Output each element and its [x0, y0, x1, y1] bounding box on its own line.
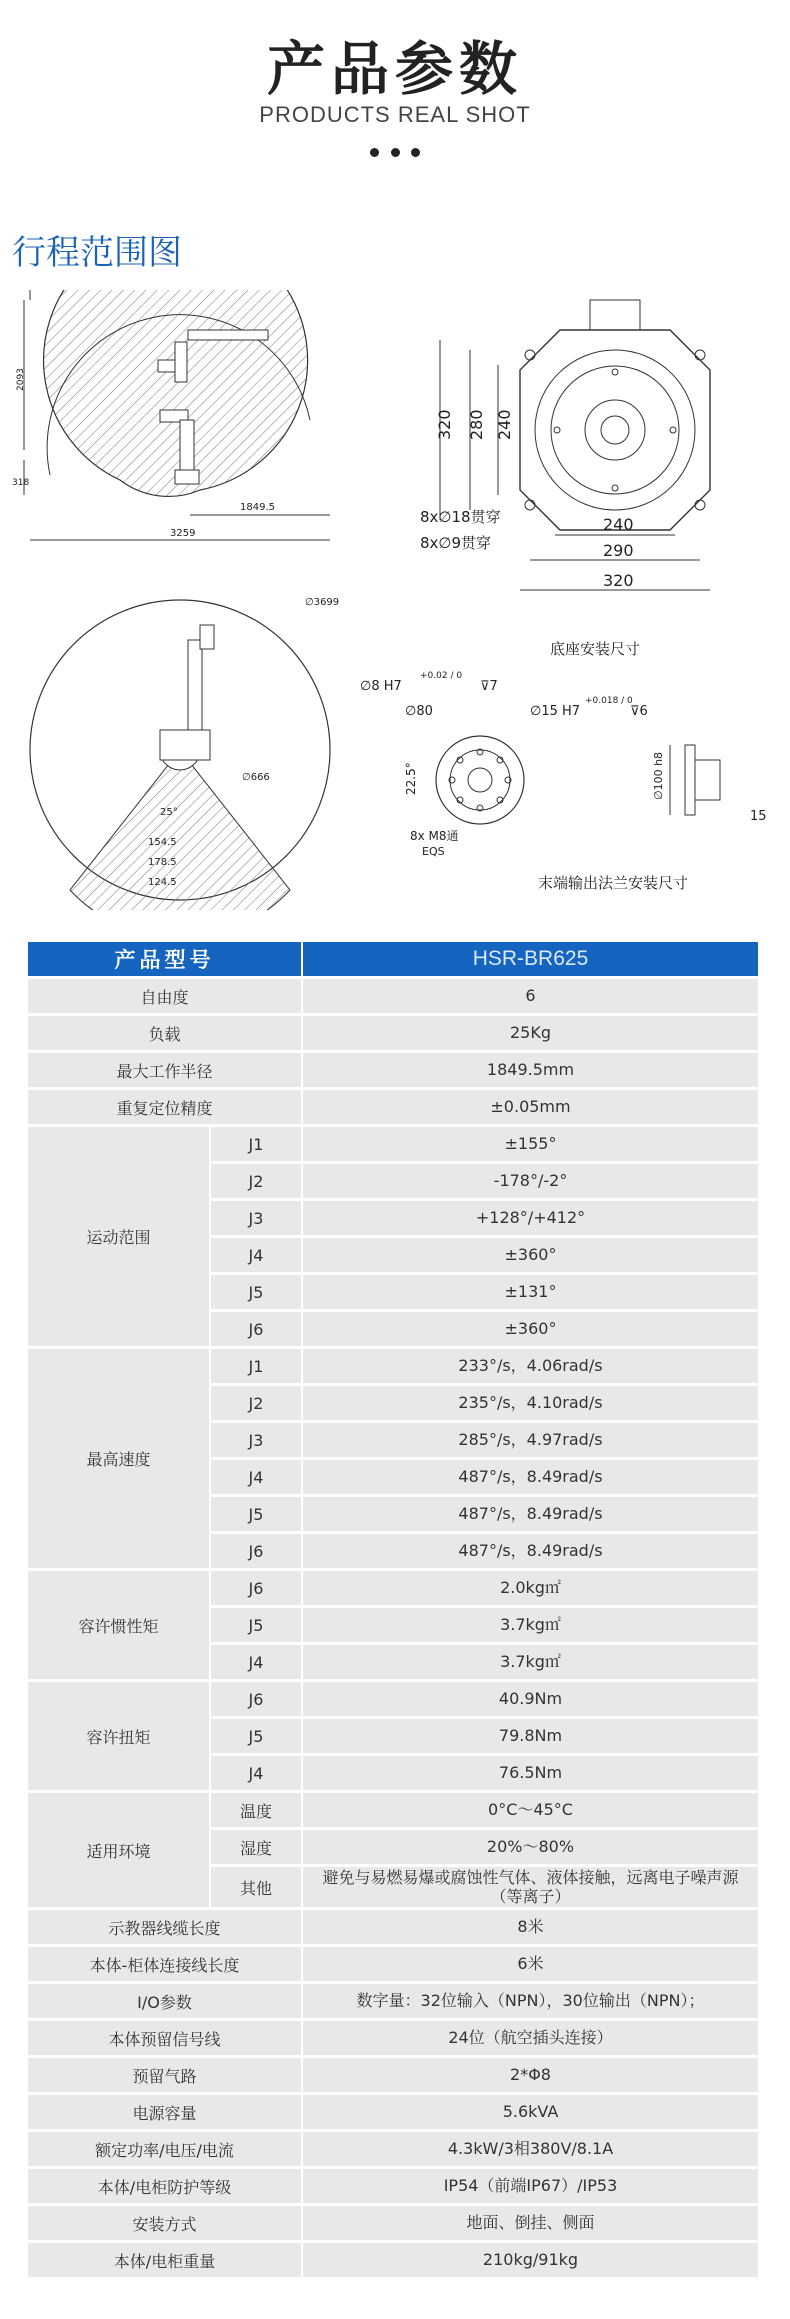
row-value: 避免与易燃易爆或腐蚀性气体、液体接触，远离电子噪声源（等离子）	[303, 1867, 758, 1907]
sub-label: J3	[211, 1423, 301, 1457]
sub-label: J2	[211, 1164, 301, 1198]
svg-text:1849.5: 1849.5	[240, 502, 275, 513]
row-label: 自由度	[28, 979, 301, 1013]
row-value: IP54（前端IP67）/IP53	[303, 2169, 758, 2203]
table-group	[28, 1793, 758, 1907]
table-row	[211, 1275, 758, 1309]
row-value: 25Kg	[303, 1016, 758, 1050]
sub-label: J1	[211, 1127, 301, 1161]
base-mount-drawing	[420, 290, 750, 620]
svg-text:∅100 h8: ∅100 h8	[652, 751, 665, 800]
row-value: 3.7kg㎡	[303, 1645, 758, 1679]
table-row	[211, 1830, 758, 1864]
row-label: 额定功率/电压/电流	[28, 2132, 301, 2166]
svg-text:∅8 H7: ∅8 H7	[360, 679, 402, 694]
svg-text:320: 320	[603, 571, 634, 590]
row-value: 3.7kg㎡	[303, 1608, 758, 1642]
group-label: 适用环境	[28, 1793, 209, 1907]
row-value: +128°/+412°	[303, 1201, 758, 1235]
row-value: 2.0kg㎡	[303, 1571, 758, 1605]
table-head-row	[28, 942, 758, 976]
table-row	[28, 2095, 758, 2129]
row-value: 24位（航空插头连接）	[303, 2021, 758, 2055]
table-row	[211, 1349, 758, 1383]
row-value: 76.5Nm	[303, 1756, 758, 1790]
svg-text:8x∅18贯穿: 8x∅18贯穿	[420, 508, 501, 526]
sub-label: J3	[211, 1201, 301, 1235]
table-row	[28, 1053, 758, 1087]
decorative-dots	[370, 148, 420, 160]
group-label: 最高速度	[28, 1349, 209, 1568]
table-group	[28, 1127, 758, 1346]
table-row	[211, 1238, 758, 1272]
sub-label: J4	[211, 1645, 301, 1679]
table-row	[28, 2206, 758, 2240]
row-value: 0°C～45°C	[303, 1793, 758, 1827]
technical-drawings	[0, 290, 790, 930]
flange-drawing	[360, 670, 780, 870]
table-row	[211, 1793, 758, 1827]
group-label: 运动范围	[28, 1127, 209, 1346]
table-row	[28, 2169, 758, 2203]
row-label: 预留气路	[28, 2058, 301, 2092]
row-value: 8米	[303, 1910, 758, 1944]
row-value: 5.6kVA	[303, 2095, 758, 2129]
svg-text:154.5: 154.5	[148, 837, 177, 848]
row-value: 地面、倒挂、侧面	[303, 2206, 758, 2240]
svg-text:8x∅9贯穿: 8x∅9贯穿	[420, 534, 492, 552]
row-label: 电源容量	[28, 2095, 301, 2129]
svg-text:178.5: 178.5	[148, 857, 177, 868]
svg-text:⊽7: ⊽7	[480, 679, 498, 694]
table-row	[28, 2243, 758, 2277]
row-value: 79.8Nm	[303, 1719, 758, 1753]
base-caption: 底座安装尺寸	[550, 640, 641, 658]
sub-label: J6	[211, 1534, 301, 1568]
row-value: 487°/s，8.49rad/s	[303, 1497, 758, 1531]
sub-label: J1	[211, 1349, 301, 1383]
row-value: ±155°	[303, 1127, 758, 1161]
row-value: ±0.05mm	[303, 1090, 758, 1124]
svg-text:⊽6: ⊽6	[630, 704, 648, 719]
row-value: 6	[303, 979, 758, 1013]
svg-text:124.5: 124.5	[148, 877, 177, 888]
group-label: 容许惯性矩	[28, 1571, 209, 1679]
table-row	[28, 1090, 758, 1124]
table-row	[28, 2058, 758, 2092]
page-subtitle: PRODUCTS REAL SHOT	[259, 102, 531, 127]
table-group	[28, 1571, 758, 1679]
sub-label: J5	[211, 1608, 301, 1642]
svg-text:318: 318	[12, 478, 30, 488]
sub-label: J5	[211, 1719, 301, 1753]
table-row	[211, 1460, 758, 1494]
table-row	[211, 1127, 758, 1161]
table-row	[211, 1867, 758, 1907]
table-group	[28, 1349, 758, 1568]
row-label: 最大工作半径	[28, 1053, 301, 1087]
group-label: 容许扭矩	[28, 1682, 209, 1790]
svg-text:+0.018 / 0: +0.018 / 0	[585, 696, 633, 706]
svg-text:240: 240	[603, 515, 634, 534]
model-value: HSR-BR625	[303, 942, 758, 976]
svg-text:15: 15	[750, 809, 767, 824]
row-value: 2*Φ8	[303, 2058, 758, 2092]
svg-text:280: 280	[467, 409, 486, 440]
sub-label: J6	[211, 1682, 301, 1716]
table-row	[211, 1608, 758, 1642]
table-row	[28, 1984, 758, 2018]
sub-label: 温度	[211, 1793, 301, 1827]
svg-text:3259: 3259	[170, 528, 196, 539]
sub-label: 湿度	[211, 1830, 301, 1864]
sub-label: J4	[211, 1460, 301, 1494]
sub-label: J6	[211, 1571, 301, 1605]
row-value: 285°/s，4.97rad/s	[303, 1423, 758, 1457]
table-row	[28, 2021, 758, 2055]
table-row	[211, 1756, 758, 1790]
svg-text:25°: 25°	[160, 807, 178, 818]
spec-table	[28, 942, 758, 2280]
table-row	[211, 1423, 758, 1457]
sub-label: J5	[211, 1497, 301, 1531]
page-header	[0, 0, 790, 190]
row-value: 487°/s，8.49rad/s	[303, 1460, 758, 1494]
model-label: 产品型号	[28, 942, 301, 976]
table-row	[211, 1682, 758, 1716]
row-label: 负载	[28, 1016, 301, 1050]
flange-caption: 末端输出法兰安装尺寸	[538, 874, 689, 892]
table-row	[28, 1016, 758, 1050]
row-value: -178°/-2°	[303, 1164, 758, 1198]
side-range-drawing	[10, 290, 350, 570]
sub-label: J4	[211, 1238, 301, 1272]
svg-text:2093: 2093	[16, 368, 26, 391]
table-row	[211, 1571, 758, 1605]
row-value: 数字量：32位输入（NPN），30位输出（NPN）；	[303, 1984, 758, 2018]
row-value: 20%～80%	[303, 1830, 758, 1864]
row-value: 210kg/91kg	[303, 2243, 758, 2277]
row-value: ±360°	[303, 1312, 758, 1346]
table-row	[28, 1947, 758, 1981]
row-label: 本体预留信号线	[28, 2021, 301, 2055]
section-title: 行程范围图	[12, 233, 182, 273]
table-row	[28, 1910, 758, 1944]
table-row	[211, 1719, 758, 1753]
sub-label: J6	[211, 1312, 301, 1346]
sub-label: J5	[211, 1275, 301, 1309]
svg-text:+0.02 / 0: +0.02 / 0	[420, 671, 463, 681]
table-row	[28, 2132, 758, 2166]
table-row	[211, 1201, 758, 1235]
table-row	[28, 979, 758, 1013]
row-value: 235°/s，4.10rad/s	[303, 1386, 758, 1420]
svg-text:320: 320	[435, 409, 454, 440]
row-value: 1849.5mm	[303, 1053, 758, 1087]
row-label: 本体/电柜防护等级	[28, 2169, 301, 2203]
svg-text:∅15 H7: ∅15 H7	[530, 704, 581, 719]
sub-label: 其他	[211, 1867, 301, 1907]
svg-text:290: 290	[603, 541, 634, 560]
sub-label: J4	[211, 1756, 301, 1790]
table-row	[211, 1645, 758, 1679]
svg-text:8x M8通: 8x M8通	[410, 829, 459, 843]
table-group	[28, 1682, 758, 1790]
row-value: 233°/s，4.06rad/s	[303, 1349, 758, 1383]
row-label: 本体-柜体连接线长度	[28, 1947, 301, 1981]
top-range-drawing	[10, 590, 350, 910]
row-label: 示教器线缆长度	[28, 1910, 301, 1944]
row-value: 6米	[303, 1947, 758, 1981]
row-value: 40.9Nm	[303, 1682, 758, 1716]
page-title: 产品参数	[266, 35, 523, 103]
sub-label: J2	[211, 1386, 301, 1420]
svg-text:240: 240	[495, 409, 514, 440]
row-value: ±131°	[303, 1275, 758, 1309]
table-row	[211, 1534, 758, 1568]
row-label: 重复定位精度	[28, 1090, 301, 1124]
row-value: 487°/s，8.49rad/s	[303, 1534, 758, 1568]
svg-text:∅666: ∅666	[242, 772, 270, 783]
table-row	[211, 1312, 758, 1346]
svg-text:22.5°: 22.5°	[404, 762, 418, 795]
table-row	[211, 1386, 758, 1420]
row-label: 本体/电柜重量	[28, 2243, 301, 2277]
table-row	[211, 1497, 758, 1531]
row-label: I/O参数	[28, 1984, 301, 2018]
svg-text:∅80: ∅80	[405, 704, 433, 719]
row-value: ±360°	[303, 1238, 758, 1272]
row-value: 4.3kW/3相380V/8.1A	[303, 2132, 758, 2166]
row-label: 安装方式	[28, 2206, 301, 2240]
svg-text:EQS: EQS	[422, 845, 445, 858]
svg-text:∅3699: ∅3699	[305, 597, 340, 608]
table-row	[211, 1164, 758, 1198]
